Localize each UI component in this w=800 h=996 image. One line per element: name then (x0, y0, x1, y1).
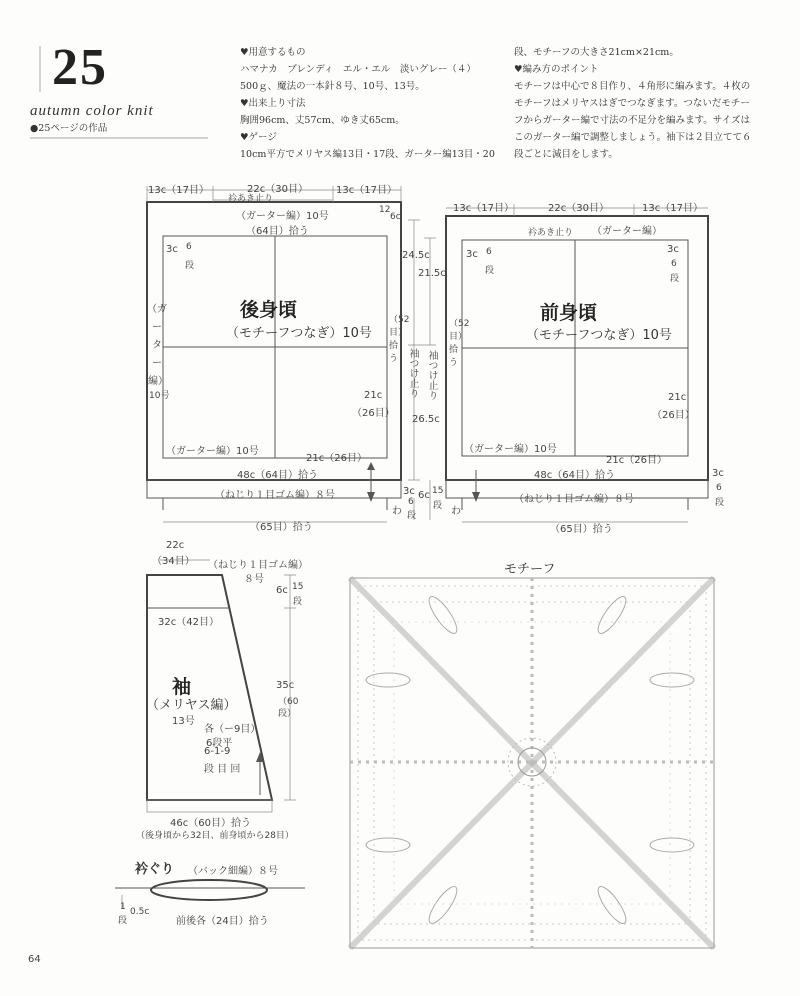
points-line-3: フからガーター編で寸法の不足分を編みます。サイズは (514, 115, 750, 126)
back-right-21c: 21c (364, 390, 383, 401)
gauge-heading: ♥ゲージ (240, 132, 277, 143)
points-line-5: 段ごとに減目をします。 (514, 149, 618, 160)
front-pick52: （52目）拾う (449, 319, 470, 368)
materials-heading: ♥用意するもの (240, 47, 306, 58)
front-r6: 6 (716, 483, 722, 493)
back-side-label-3: タ (152, 340, 162, 351)
front-left-dan: 段 (485, 266, 495, 276)
front-rib: （ねじり１目ゴム編）８号 (514, 494, 634, 505)
sleeve-h60: （60 (278, 697, 299, 707)
mid-sleeve-stop-2: 袖つけ止り (426, 350, 437, 400)
neck-left-2: 段 (118, 916, 128, 926)
back-title: 後身頃 (240, 299, 298, 321)
sleeve-dec3: 6-1-9 (204, 746, 231, 757)
back-subtitle: （モチーフつなぎ）10号 (226, 326, 372, 341)
front-right-21c: 21c (668, 392, 687, 403)
front-right-6: 6 (671, 259, 677, 269)
neck-left-1: 1 (120, 902, 126, 912)
neck-left-3: 0.5c (130, 907, 150, 917)
mid-b6: 6 (408, 497, 414, 507)
size-line: 胸囲96cm、丈57cm、ゆき丈65cm。 (240, 115, 405, 126)
back-bottom-48: 48c（64目）拾う (237, 470, 318, 481)
sleeve-rib: （ねじり１目ゴム編） (208, 560, 308, 571)
sleeve-h60dan: 段） (278, 709, 297, 719)
points-section (514, 44, 752, 163)
front-subtitle: （モチーフつなぎ）10号 (526, 328, 672, 343)
back-right-12: 12 (379, 205, 391, 215)
points-line-4: このガーター編で調整しましょう。袖下は２目立てて６ (514, 132, 752, 143)
mid-bdan2: 段 (433, 501, 443, 511)
back-right-6c: 6c (390, 212, 401, 222)
mid-h245: 24.5c (402, 250, 430, 261)
back-pick52: （52目）拾う (389, 315, 410, 364)
mid-b3c: 3c (403, 486, 415, 497)
sleeve-hdan: 段 (293, 597, 303, 607)
back-side-label-1: （ガ (147, 304, 167, 315)
materials-section (240, 44, 495, 163)
front-rdan: 段 (715, 498, 725, 508)
points-line-2: モチーフはメリヤスはぎでつなぎます。つないだモチー (514, 98, 750, 109)
pattern-subtitle: autumn color knit (30, 103, 154, 119)
front-right-3c: 3c (667, 244, 679, 255)
sleeve-h6c: 6c (276, 585, 288, 596)
back-garter-bottom: （ガーター編）10号 (166, 446, 259, 457)
sleeve-needle: 13号 (172, 716, 195, 727)
front-r3c: 3c (712, 468, 724, 479)
size-heading: ♥出来上り寸法 (240, 98, 306, 109)
back-neck-open: 衿あき止り (228, 194, 274, 204)
back-pick-top: （64目）拾う (246, 226, 309, 237)
back-right-26: （26目） (352, 408, 395, 419)
back-side-label-5: 編） (148, 376, 168, 387)
front-right-dan: 段 (670, 274, 680, 284)
back-top-left: 13c（17目） (148, 185, 209, 196)
front-title: 前身頃 (540, 302, 598, 324)
points-heading: ♥編み方のポイント (514, 64, 599, 75)
mid-bdan: 段 (407, 511, 417, 521)
mid-b6c: 6c (418, 490, 430, 501)
sleeve-dec4: 段 目 回 (204, 764, 241, 775)
sleeve-rib-needle: ８号 (244, 574, 264, 585)
neck-title-sub: （バック細編）８号 (188, 866, 278, 877)
front-neck-open: 衿あき止り (528, 228, 574, 238)
mid-h265: 26.5c (412, 414, 440, 425)
back-side-label-2: ー (152, 322, 162, 333)
pattern-number: 25 (52, 39, 108, 96)
back-top-mid: 22c（30目） (247, 184, 308, 195)
mid-wa: わ (451, 506, 461, 517)
back-left-3c: 3c (166, 244, 178, 255)
back-side-label-6: 10号 (149, 391, 170, 401)
front-top-left: 13c（17目） (453, 203, 514, 214)
sleeve-h35: 35c (276, 680, 295, 691)
page-number: 64 (28, 954, 41, 965)
front-top-mid: 22c（30目） (548, 203, 609, 214)
front-garter-bottom: （ガーター編）10号 (464, 444, 557, 455)
front-pick65: （65目）拾う (550, 524, 613, 535)
materials-line-2: 500ｇ、魔法の一本針８号、10号、13号。 (240, 81, 425, 92)
mid-sleeve-stop-1: 袖つけ止り (407, 348, 418, 398)
mid-h215: 21.5c (418, 268, 446, 279)
neck-pick: 前後各（24目）拾う (176, 916, 269, 927)
front-right-26: （26目） (652, 410, 695, 421)
front-left-3c: 3c (466, 249, 478, 260)
sleeve-title: 袖 (172, 676, 192, 698)
back-top-right: 13c（17目） (336, 185, 397, 196)
page-reference: ●25ページの作品 (30, 123, 108, 134)
front-top-right: 13c（17目） (642, 203, 703, 214)
sleeve-top: 22c (166, 540, 185, 551)
sleeve-top-stitch: （34目） (152, 556, 195, 567)
sleeve-w32: 32c（42目） (158, 617, 219, 628)
front-left-6: 6 (486, 247, 492, 257)
front-bottom-21: 21c（26目） (606, 455, 667, 466)
back-side-label-4: ー (152, 358, 162, 369)
sleeve-dec1: 各（ー9目） (204, 724, 261, 735)
points-line-1: モチーフは中心で８目作り、４角形に編みます。４枚の (514, 81, 751, 92)
front-bottom-48: 48c（64目）拾う (534, 470, 615, 481)
back-left-dan: 段 (185, 261, 195, 271)
mid-b15: 15 (432, 486, 444, 496)
sleeve-bottom: 46c（60目）拾う (170, 818, 251, 829)
back-pick65: （65目）拾う (250, 522, 313, 533)
sleeve-subtitle: （メリヤス編） (146, 698, 237, 713)
back-wa: わ (392, 506, 402, 517)
materials-line-1: ハマナカ ブレンディ エル・エル 淡いグレー（４） (240, 64, 476, 75)
back-left-6: 6 (186, 242, 192, 252)
sleeve-dec2: 6段平 (206, 738, 233, 749)
neck-title: 衿ぐり (135, 862, 175, 877)
gauge-line-1: 10cm平方でメリヤス編13目・17段、ガーター編13目・20 (240, 149, 495, 160)
back-rib: （ねじり１目ゴム編）８号 (215, 490, 335, 501)
gauge-line-2: 段、モチーフの大きさ21cm×21cm。 (514, 47, 679, 58)
front-garter-top: （ガーター編） (592, 226, 662, 237)
motif-chart (350, 578, 714, 948)
back-bottom-21: 21c（26目） (306, 453, 367, 464)
sleeve-h15: 15 (292, 582, 304, 592)
sleeve-note: （後身頃から32目、前身頃から28目） (136, 831, 294, 841)
back-garter-top: （ガーター編）10号 (236, 211, 329, 222)
motif-title: モチーフ (504, 562, 556, 577)
